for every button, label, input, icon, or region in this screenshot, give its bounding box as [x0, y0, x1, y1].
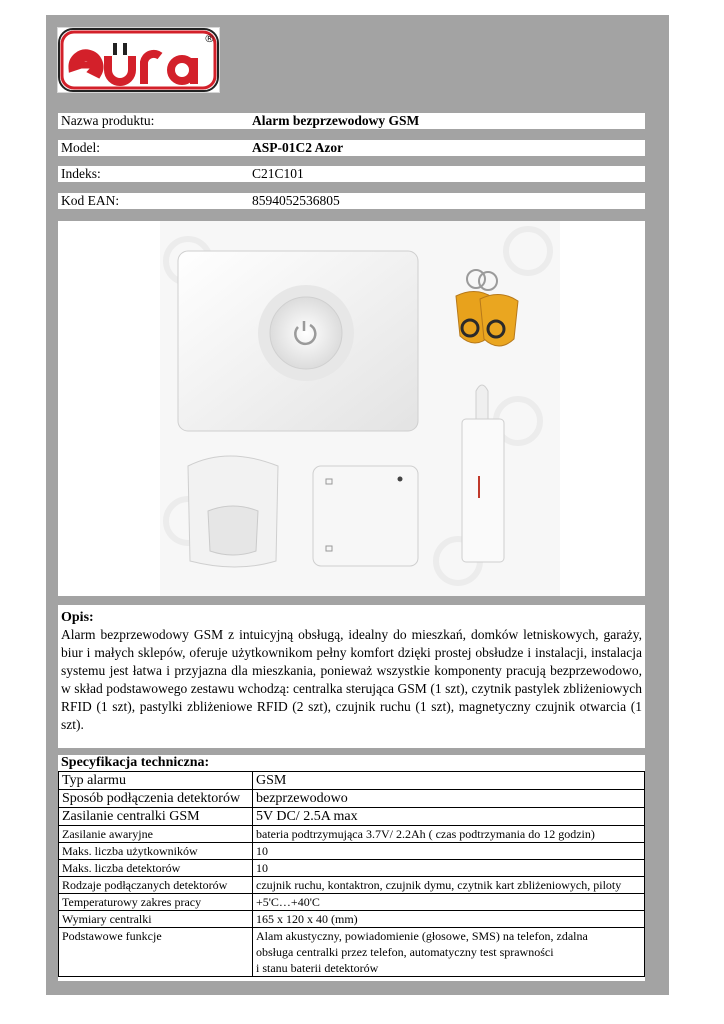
table-row: [59, 860, 645, 877]
spec-label: Maks. liczba detektorów: [59, 860, 253, 877]
info-label: Indeks:: [61, 166, 101, 181]
table-row: [59, 877, 645, 894]
info-value: 8594052536805: [252, 193, 340, 208]
spec-label: Wymiary centralki: [59, 911, 253, 928]
spec-value: 10: [253, 860, 645, 877]
info-label: Model:: [61, 140, 100, 155]
product-kit-illustration: [58, 221, 645, 596]
spec-label: Rodzaje podłączanych detektorów: [59, 877, 253, 894]
info-row-model: [58, 140, 645, 156]
spec-label: Sposób podłączenia detektorów: [59, 790, 253, 808]
info-row-index: [58, 166, 645, 182]
description-text: Alarm bezprzewodowy GSM z intuicyjną obsługą, idealny do mieszkań, domków letniskowych, garaży, biur i małych sklepów, oferuje użytkownikom pełny komfort dzięki prostej obsłudze i instalacji, instalacja systemu jest łatwa i przyjazna dla mieszkania, ponieważ wszystkie komponenty pracują bezprzewodowo, w skład podstawowego zestawu wchodzą: centralka sterująca GSM (1 szt), czytnik pastylek zbliżeniowych RFID (1 szt), pastylki zbliżeniowe RFID (2 szt), czujnik ruchu (1 szt), magnetyczny czujnik otwarcia (1 szt).: [61, 627, 642, 732]
eura-logo-graphic: [58, 28, 219, 92]
registered-mark: ®: [204, 32, 215, 45]
spec-title: Specyfikacja techniczna:: [61, 755, 210, 770]
spec-value-line: i stanu baterii detektorów: [256, 961, 379, 975]
spec-value: 5V DC/ 2.5A max: [253, 808, 645, 826]
spec-value: 10: [253, 843, 645, 860]
info-value: ASP-01C2 Azor: [252, 140, 344, 155]
spec-value: bezprzewodowo: [253, 790, 645, 808]
info-value: Alarm bezprzewodowy GSM: [252, 113, 420, 128]
spec-table: [58, 771, 645, 977]
spec-label: Maks. liczba użytkowników: [59, 843, 253, 860]
gsm-central-unit: [178, 251, 418, 431]
spec-label: Zasilanie centralki GSM: [59, 808, 253, 826]
info-label: Nazwa produktu:: [61, 113, 155, 128]
spec-value-line: Alam akustyczny, powiadomienie (głosowe, SMS) na telefon, zdalna: [256, 929, 588, 943]
table-row: [59, 843, 645, 860]
rfid-reader: [313, 466, 418, 566]
product-photo: [58, 221, 645, 596]
table-row: [59, 894, 645, 911]
spec-value: [253, 928, 645, 977]
info-value: C21C101: [252, 166, 304, 181]
spec-value-line: obsługa centralki przez telefon, automatyczny test sprawności: [256, 945, 554, 959]
spec-label: Typ alarmu: [59, 772, 253, 790]
spec-value: bateria podtrzymująca 3.7V/ 2.2Ah ( czas podtrzymania do 12 godzin): [253, 826, 645, 843]
table-row: [59, 790, 645, 808]
table-row: [59, 826, 645, 843]
motion-sensor: [188, 456, 278, 567]
spec-label: Podstawowe funkcje: [59, 928, 253, 977]
spec-value: GSM: [253, 772, 645, 790]
spec-value: czujnik ruchu, kontaktron, czujnik dymu, czytnik kart zbliżeniowych, piloty: [253, 877, 645, 894]
spec-value: +5'C…+40'C: [253, 894, 645, 911]
description-section: [58, 605, 645, 748]
table-row: [59, 772, 645, 790]
eura-logo: [57, 27, 220, 93]
spec-value: 165 x 120 x 40 (mm): [253, 911, 645, 928]
table-row: [59, 808, 645, 826]
table-row: [59, 928, 645, 977]
info-label: Kod EAN:: [61, 193, 120, 208]
description-title: Opis:: [61, 610, 94, 625]
product-sheet: [46, 15, 669, 995]
table-row: [59, 911, 645, 928]
spec-section: [58, 755, 645, 981]
info-row-product-name: [58, 113, 645, 129]
spec-label: Zasilanie awaryjne: [59, 826, 253, 843]
spec-label: Temperaturowy zakres pracy: [59, 894, 253, 911]
info-row-ean: [58, 193, 645, 209]
